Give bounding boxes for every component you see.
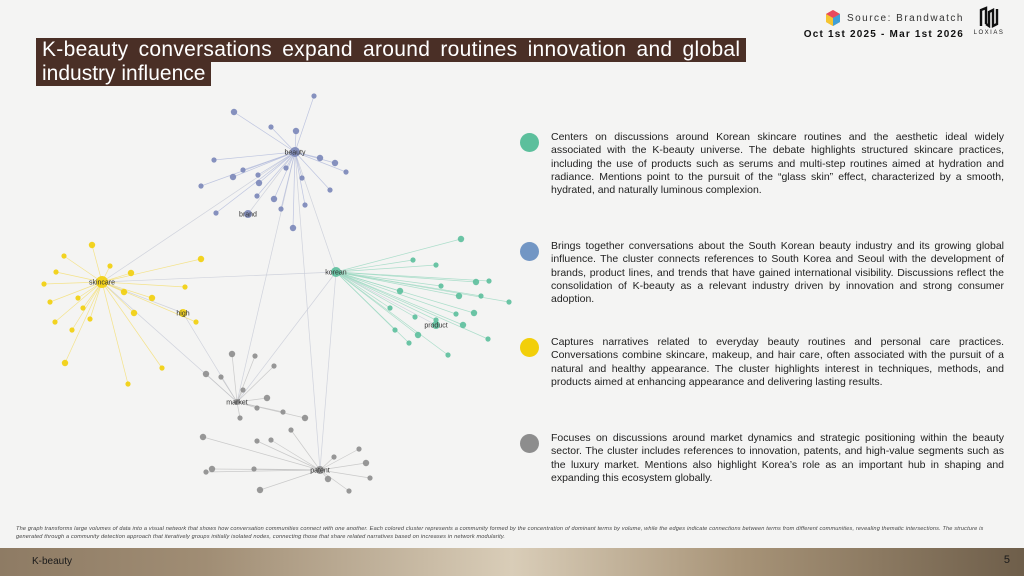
node-patent-4 [203, 469, 208, 474]
node-korean-6 [456, 293, 462, 299]
node-patent-12 [325, 476, 331, 482]
node-beauty-20 [283, 165, 288, 170]
node-skincare-16 [182, 284, 187, 289]
source-label: Source: Brandwatch [846, 12, 964, 24]
node-patent-10 [367, 475, 372, 480]
node-korean-9 [397, 288, 403, 294]
edge-korean-2 [336, 265, 436, 272]
legend-dot-3 [520, 338, 539, 357]
node-market-2 [271, 363, 276, 368]
node-patent-9 [363, 460, 369, 466]
node-beauty-1 [311, 93, 316, 98]
node-skincare-6 [121, 289, 127, 295]
legend-text-1: Centers on discussions around Korean skincare routines and the aesthetic ideal widely associated with the K-beauty universe. The debate highlights structured skincare practices, including the use of products such as serums and multi-step routines aimed at hydration and radiance. Mentions point to the pursuit of the “glass skin” effect, characterized by a smooth, hydrated, and naturally luminous complexion. [551, 131, 1004, 197]
node-patent-2 [254, 438, 259, 443]
legend-text-4: Focuses on discussions around market dynamics and strategic positioning within the beauty sector. The cluster includes references to innovation, patents, and high-value segments such as the luxury market. Mentions also highlight Korea’s role as an important hub in shaping and expanding this ecosystem globally. [551, 432, 1004, 484]
node-beauty-11 [254, 193, 259, 198]
node-korean-3 [473, 279, 479, 285]
edge-skincare-12 [102, 282, 134, 313]
legend-dot-4 [520, 434, 539, 453]
node-market-3 [203, 371, 209, 377]
node-beauty-18 [332, 160, 338, 166]
node-skincare-11 [69, 327, 74, 332]
node-label-korean: korean [325, 269, 347, 277]
node-patent-6 [257, 487, 263, 493]
node-skincare-17 [193, 319, 198, 324]
node-label-skincare: skincare [88, 279, 116, 287]
node-skincare-18 [62, 360, 68, 366]
node-label-beauty: beauty [284, 149, 306, 157]
node-korean-11 [453, 311, 458, 316]
node-korean-17 [392, 327, 397, 332]
date-range: Oct 1st 2025 - Mar 1st 2026 [803, 29, 964, 40]
loxias-logo-icon [979, 6, 999, 28]
node-beauty-2 [268, 124, 273, 129]
node-market-6 [264, 395, 270, 401]
node-korean-19 [406, 340, 411, 345]
node-market-10 [237, 415, 242, 420]
node-skincare-4 [53, 269, 58, 274]
network-graph [0, 85, 520, 505]
node-market-0 [229, 351, 235, 357]
node-beauty-16 [327, 187, 332, 192]
node-market-4 [218, 374, 223, 379]
edge-beauty-2 [271, 127, 295, 152]
node-korean-8 [506, 299, 511, 304]
edge-beauty-patent [295, 152, 320, 470]
node-korean-0 [458, 236, 464, 242]
edge-korean-0 [336, 239, 461, 272]
node-skincare-2 [107, 263, 112, 268]
node-skincare-12 [131, 310, 137, 316]
title-line-2: industry influence [36, 62, 211, 86]
node-market-8 [280, 409, 285, 414]
edge-beauty-9 [259, 152, 295, 183]
node-patent-13 [331, 454, 336, 459]
node-korean-10 [387, 305, 392, 310]
node-patent-8 [356, 446, 361, 451]
methodology-footnote: The graph transforms large volumes of data into a visual network that shows how conversation communities connect with one another. Each colored cluster represents a community formed by the concentration of dominant terms by volume, while the edges indicate connections between terms from different communities, revealing thematic intersections. The structure is generated through a community detection approach that iteratively groups initially isolated nodes, connecting those that share related narratives based on increases in network modularity. [16, 526, 984, 540]
page-number: 5 [1003, 554, 1010, 566]
edge-beauty-0 [234, 112, 295, 152]
node-label-high: high [176, 310, 190, 318]
footer-label: K-beauty [32, 556, 73, 567]
edge-patent-2 [257, 441, 320, 470]
edge-beauty-skincare [102, 152, 295, 282]
node-skincare-9 [149, 295, 155, 301]
brandwatch-icon [825, 10, 841, 26]
edge-patent-0 [203, 437, 320, 470]
node-skincare-15 [198, 256, 204, 262]
node-skincare-0 [89, 242, 95, 248]
title-line-1: K-beauty conversations expand around routines innovation and global [36, 38, 746, 62]
page-title [36, 38, 770, 86]
node-beauty-14 [302, 202, 307, 207]
legend-dot-1 [520, 133, 539, 152]
node-skincare-7 [47, 299, 52, 304]
node-korean-12 [471, 310, 477, 316]
node-korean-18 [415, 332, 421, 338]
node-skincare-5 [41, 281, 46, 286]
edge-patent-7 [291, 430, 320, 470]
node-beauty-9 [256, 180, 262, 186]
node-label-brand: brand [239, 211, 257, 219]
node-beauty-13 [278, 206, 283, 211]
node-market-1 [252, 353, 257, 358]
node-beauty-7 [255, 172, 260, 177]
legend-text-2: Brings together conversations about the South Korean beauty industry and its growing global influence. The cluster connects references to South Korea and Seoul with the development of brands, product lines, and trends that have gained international visibility. Discussions reflect the consolidation of K-beauty as a relevant industry driven by innovation and strong consumer adoption. [551, 240, 1004, 306]
legend-item-4 [520, 432, 1004, 485]
edge-beauty-market [237, 152, 295, 402]
node-patent-7 [288, 427, 293, 432]
edge-beauty-15 [293, 152, 295, 228]
edge-patent-1 [271, 440, 320, 470]
node-beauty-19 [299, 175, 304, 180]
node-beauty-12 [271, 196, 277, 202]
node-beauty-17 [343, 169, 348, 174]
node-korean-2 [433, 262, 438, 267]
node-skincare-1 [61, 253, 66, 258]
edge-korean-patent [320, 272, 336, 470]
node-beauty-10 [213, 210, 218, 215]
node-label-product: product [424, 322, 448, 330]
node-beauty-21 [317, 155, 323, 161]
node-skincare-10 [52, 319, 57, 324]
edge-skincare-11 [72, 282, 102, 330]
edge-skincare-19 [102, 282, 128, 384]
node-korean-13 [412, 314, 417, 319]
edge-korean-14 [336, 272, 436, 320]
node-patent-5 [251, 466, 256, 471]
node-patent-11 [346, 488, 351, 493]
loxias-logo [972, 6, 1006, 42]
node-beauty-3 [293, 128, 299, 134]
node-korean-7 [478, 293, 483, 298]
node-label-patent: patent [310, 467, 330, 475]
node-skincare-3 [128, 270, 134, 276]
legend-item-2 [520, 240, 1004, 306]
edge-beauty-1 [295, 96, 314, 152]
node-korean-4 [486, 278, 491, 283]
footer-bar [0, 548, 1024, 576]
node-market-7 [254, 405, 259, 410]
node-patent-3 [209, 466, 215, 472]
node-market-9 [302, 415, 308, 421]
legend-dot-2 [520, 242, 539, 261]
node-beauty-6 [230, 174, 236, 180]
node-beauty-8 [240, 167, 245, 172]
node-skincare-13 [80, 305, 85, 310]
node-patent-0 [200, 434, 206, 440]
edge-skincare-high [102, 282, 183, 313]
node-beauty-5 [198, 183, 203, 188]
edge-skincare-10 [55, 282, 102, 322]
node-skincare-20 [159, 365, 164, 370]
node-korean-20 [445, 352, 450, 357]
node-korean-16 [485, 336, 490, 341]
edge-patent-4 [206, 470, 320, 472]
edge-high-market [183, 313, 237, 402]
node-korean-5 [438, 283, 443, 288]
node-beauty-4 [211, 157, 216, 162]
node-market-5 [240, 387, 245, 392]
node-korean-1 [410, 257, 415, 262]
node-skincare-14 [87, 316, 92, 321]
node-skincare-19 [125, 381, 130, 386]
node-beauty-15 [290, 225, 296, 231]
legend-item-3 [520, 336, 1004, 389]
header-info [804, 10, 964, 40]
edge-beauty-korean [295, 152, 336, 272]
logo-text: LOXIAS [973, 30, 1005, 36]
node-label-market: market [226, 399, 248, 407]
node-korean-15 [460, 322, 466, 328]
legend-item-1 [520, 131, 1004, 197]
legend-text-3: Captures narratives related to everyday beauty routines and personal care practices. Conversations combine skincare, makeup, and hair care, often associated with the pursuit of a natural and healthy appearance. The cluster highlights interest in techniques, methods, and products aimed at enhancing appearance and delivering lasting results. [551, 336, 1004, 388]
node-skincare-8 [75, 295, 80, 300]
node-beauty-0 [231, 109, 237, 115]
node-patent-1 [268, 437, 273, 442]
